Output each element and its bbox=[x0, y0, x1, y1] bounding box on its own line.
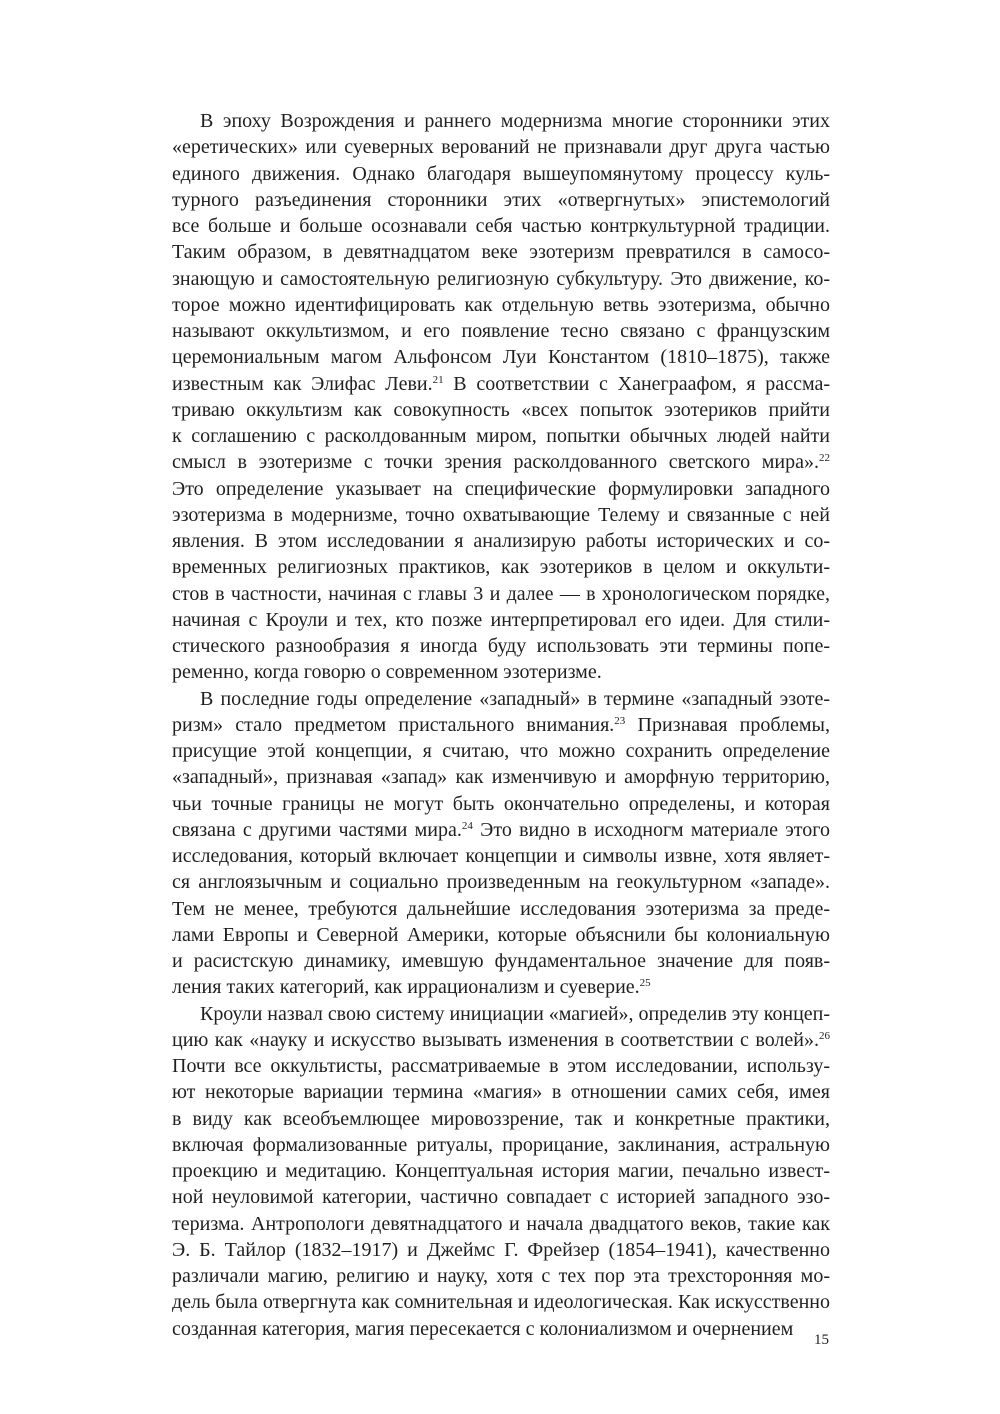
text-line bbox=[172, 1263, 830, 1289]
line-text: Таким образом, в девятнадцатом веке эзотеризм превратился в самосо- bbox=[172, 241, 830, 264]
line-text: теризма. Антропологи девятнадцатого и начала двадцатого веков, такие как bbox=[172, 1212, 830, 1235]
line-text: чьи точные границы не могут быть окончательно определены, и которая bbox=[172, 792, 830, 815]
line-text: торое можно идентифицировать как отдельную ветвь эзотеризма, обычно bbox=[172, 293, 830, 316]
text-line bbox=[172, 896, 830, 922]
text-line bbox=[172, 292, 830, 318]
line-text: ременно, когда говорю о современном эзотеризме. bbox=[172, 661, 602, 684]
line-text: Э. Б. Тайлор (1832–1917) и Джеймс Г. Фрейзер (1854–1941), качественно bbox=[172, 1238, 830, 1261]
line-text: называют оккультизмом, и его появление тесно связано с французским bbox=[172, 320, 830, 342]
footnote-ref[interactable]: 24 bbox=[461, 819, 473, 832]
text-line bbox=[172, 843, 830, 869]
line-text: «еретических» или суеверных верований не признавали друг друга частью bbox=[172, 136, 830, 159]
line-text: единого движения. Однако благодаря вышеупомянутому процессу куль- bbox=[172, 162, 830, 185]
text-line bbox=[172, 318, 830, 344]
text-line bbox=[172, 817, 830, 843]
line-text: исследования, который включает концепции и символы извне, хотя являет- bbox=[172, 845, 830, 867]
line-text: ют некоторые вариации термина «магия» в отношении самих себя, имея bbox=[172, 1081, 830, 1104]
text-line bbox=[172, 581, 830, 607]
footnote-ref[interactable]: 21 bbox=[432, 373, 444, 386]
line-text: стов в частности, начиная с главы 3 и далее — в хронологическом порядке, bbox=[172, 582, 830, 605]
text-line bbox=[172, 187, 830, 213]
line-text: В эпоху Возрождения и раннего модернизма многие сторонники этих bbox=[200, 110, 830, 132]
text-line bbox=[172, 1184, 830, 1210]
text-line bbox=[172, 738, 830, 764]
text-line bbox=[172, 1027, 830, 1053]
text-line bbox=[172, 607, 830, 633]
text-line bbox=[172, 528, 830, 554]
text-line bbox=[172, 1289, 830, 1315]
line-text: созданная категория, магия пересекается с колониализмом и очернением bbox=[172, 1317, 794, 1340]
line-text: Почти все оккультисты, рассматриваемые в этом исследовании, использу- bbox=[172, 1055, 830, 1077]
text-line bbox=[172, 1237, 830, 1263]
text-line bbox=[172, 922, 830, 948]
line-text: начиная с Кроули и тех, кто позже интерпретировал его идеи. Для стили- bbox=[172, 608, 830, 631]
line-text: церемониальным магом Альфонсом Луи Константом (1810–1875), также bbox=[172, 346, 830, 369]
line-text: связана с другими частями мира.$^{24}$ Это видно в исходногм материале этого bbox=[172, 818, 830, 841]
page-number: 15 bbox=[814, 1332, 829, 1348]
line-text: знающую и самостоятельную религиозную субкультуру. Это движение, ко- bbox=[172, 267, 830, 290]
line-text: триваю оккультизм как совокупность «всех попыток эзотериков прийти bbox=[172, 398, 830, 421]
text-line bbox=[172, 1106, 830, 1132]
text-line bbox=[172, 239, 830, 265]
paragraph-first-line bbox=[172, 686, 830, 712]
line-text: стического разнообразия я иногда буду использовать эти термины попе- bbox=[172, 635, 830, 657]
line-text: турного разъединения сторонники этих «отвергнутых» эпистемологий bbox=[172, 188, 830, 211]
text-line bbox=[172, 161, 830, 187]
text-line bbox=[172, 869, 830, 895]
footnote-ref[interactable]: 25 bbox=[639, 977, 651, 990]
text-line bbox=[172, 1158, 830, 1184]
body-text bbox=[172, 108, 830, 1342]
line-text: смысл в эзотеризме с точки зрения расколдованного светского мира».$^{22}$ bbox=[172, 451, 830, 474]
line-text: проекцию и медитацию. Концептуальная история магии, печально извест- bbox=[172, 1160, 830, 1182]
text-line bbox=[172, 502, 830, 528]
line-text: ся англоязычным и социально произведенным на геокультурном «западе». bbox=[172, 871, 830, 894]
line-text: явления. В этом исследовании я анализирую работы исторических и со- bbox=[172, 530, 830, 552]
text-line bbox=[172, 764, 830, 790]
line-text: известным как Элифас Леви.$^{21}$ В соответствии с Ханеграафом, я рассма- bbox=[172, 372, 830, 395]
line-text: включая формализованные ритуалы, прорицание, заклинания, астральную bbox=[172, 1133, 830, 1156]
text-line bbox=[172, 1079, 830, 1105]
line-text: все больше и больше осознавали себя частью контркультурной традиции. bbox=[172, 215, 830, 237]
text-line bbox=[172, 712, 830, 738]
text-line bbox=[172, 266, 830, 292]
footnote-ref[interactable]: 22 bbox=[819, 452, 830, 465]
line-text: к соглашению с расколдованным миром, попытки обычных людей найти bbox=[172, 425, 830, 447]
line-text: Тем не менее, требуются дальнейшие исследования эзотеризма за преде- bbox=[172, 897, 830, 920]
line-text: В последние годы определение «западный» в термине «западный эзоте- bbox=[200, 687, 830, 710]
line-text: дель была отвергнута как сомнительная и идеологическая. Как искусственно bbox=[172, 1291, 830, 1314]
text-line bbox=[172, 791, 830, 817]
paragraph-first-line bbox=[172, 1001, 830, 1027]
line-text: эзотеризма в модернизме, точно охватывающие Телему и связанные с ней bbox=[172, 503, 830, 526]
text-line bbox=[172, 1316, 830, 1342]
text-line bbox=[172, 1132, 830, 1158]
line-text: различали магию, религию и науку, хотя с тех пор эта трехсторонняя мо- bbox=[172, 1265, 830, 1287]
line-text: Это определение указывает на специфические формулировки западного bbox=[172, 477, 830, 500]
text-line bbox=[172, 554, 830, 580]
footnote-ref[interactable]: 26 bbox=[819, 1029, 830, 1042]
line-text: ной неуловимой категории, частично совпадает с историей западного эзо- bbox=[172, 1186, 830, 1209]
text-line bbox=[172, 423, 830, 449]
line-text: лами Европы и Северной Америки, которые объяснили бы колониальную bbox=[172, 923, 830, 946]
text-line bbox=[172, 948, 830, 974]
text-line bbox=[172, 134, 830, 160]
line-text: и расистскую динамику, имевшую фундаментальное значение для появ- bbox=[172, 950, 830, 972]
text-line bbox=[172, 1053, 830, 1079]
text-line bbox=[172, 371, 830, 397]
footnote-ref[interactable]: 23 bbox=[614, 714, 626, 727]
line-text: присущие этой концепции, я считаю, что можно сохранить определение bbox=[172, 740, 830, 762]
line-text: временных религиозных практиков, как эзотериков в целом и оккульти- bbox=[172, 556, 830, 579]
text-line bbox=[172, 974, 830, 1000]
line-text: Кроули назвал свою систему инициации «магией», определив эту концеп- bbox=[200, 1002, 830, 1025]
paragraph-first-line bbox=[172, 108, 830, 134]
line-text: цию как «науку и искусство вызывать изменения в соответствии с волей».$^{26}$ bbox=[172, 1028, 830, 1051]
text-line bbox=[172, 659, 830, 685]
text-line bbox=[172, 344, 830, 370]
line-text: ления таких категорий, как иррационализм и суеверие.$^{25}$ bbox=[172, 976, 651, 999]
line-text: «западный», признавая «запад» как изменчивую и аморфную территорию, bbox=[172, 766, 830, 789]
text-line bbox=[172, 1211, 830, 1237]
text-line bbox=[172, 449, 830, 475]
text-line bbox=[172, 476, 830, 502]
line-text: ризм» стало предметом пристального внимания.$^{23}$ Признавая проблемы, bbox=[172, 713, 830, 736]
line-text: в виду как всеобъемлющее мировоззрение, так и конкретные практики, bbox=[172, 1107, 830, 1130]
text-line bbox=[172, 633, 830, 659]
text-line bbox=[172, 397, 830, 423]
text-line bbox=[172, 213, 830, 239]
